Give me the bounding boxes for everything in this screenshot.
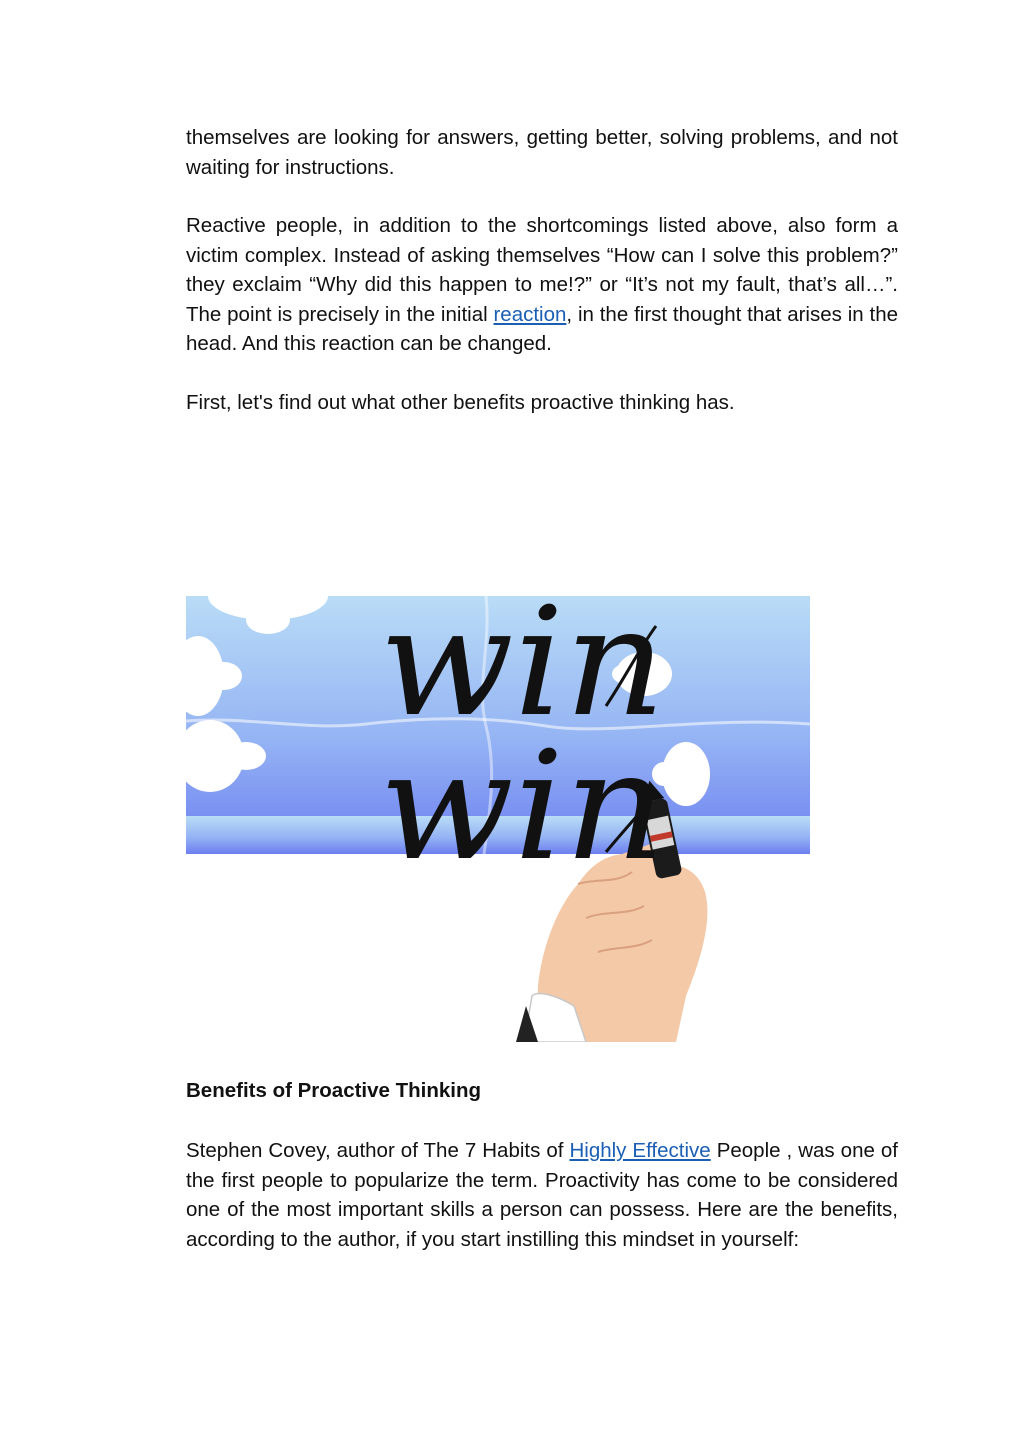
handwritten-words bbox=[379, 576, 666, 895]
paragraph-benefits-intro bbox=[186, 388, 898, 418]
paragraph-reactive-people bbox=[186, 211, 898, 359]
paragraph-text: First, let's find out what other benefits proactive thinking has. bbox=[186, 391, 735, 414]
paragraph-stephen-covey bbox=[186, 1136, 898, 1254]
word-win-top: win bbox=[379, 575, 666, 751]
paragraph-text: themselves are looking for answers, getting better, solving problems, and not waiting for instructions. bbox=[186, 126, 898, 179]
paragraph-text: Stephen Covey, author of The 7 Habits of bbox=[186, 1139, 570, 1162]
paragraph-text: People , was one of the first people to popularize the term. Proactivity has come to be considered one of the most important skills a person can possess. Here are the benefits, according to the author, if you start instilling this mindset in yourself: bbox=[186, 1139, 898, 1251]
reaction-link[interactable]: reaction bbox=[493, 302, 567, 326]
highly-effective-link[interactable]: Highly Effective bbox=[569, 1139, 711, 1162]
win-win-image bbox=[186, 566, 810, 1042]
section-heading: Benefits of Proactive Thinking bbox=[186, 1079, 482, 1102]
paragraph-text: , in the first thought that arises in the head. And this reaction can be changed. bbox=[186, 302, 898, 355]
win-win-illustration bbox=[186, 566, 810, 1042]
paragraph-self-starters bbox=[186, 123, 898, 182]
paragraph-text: Reactive people, in addition to the shortcomings listed above, also form a victim complex. Instead of asking themselves “How can I solve this problem?” they exclaim “Why did this happen to me!?” or “It’s not my fault, that’s all…”. The point is precisely in the initial bbox=[186, 214, 898, 326]
word-win-bottom: win bbox=[379, 719, 666, 895]
